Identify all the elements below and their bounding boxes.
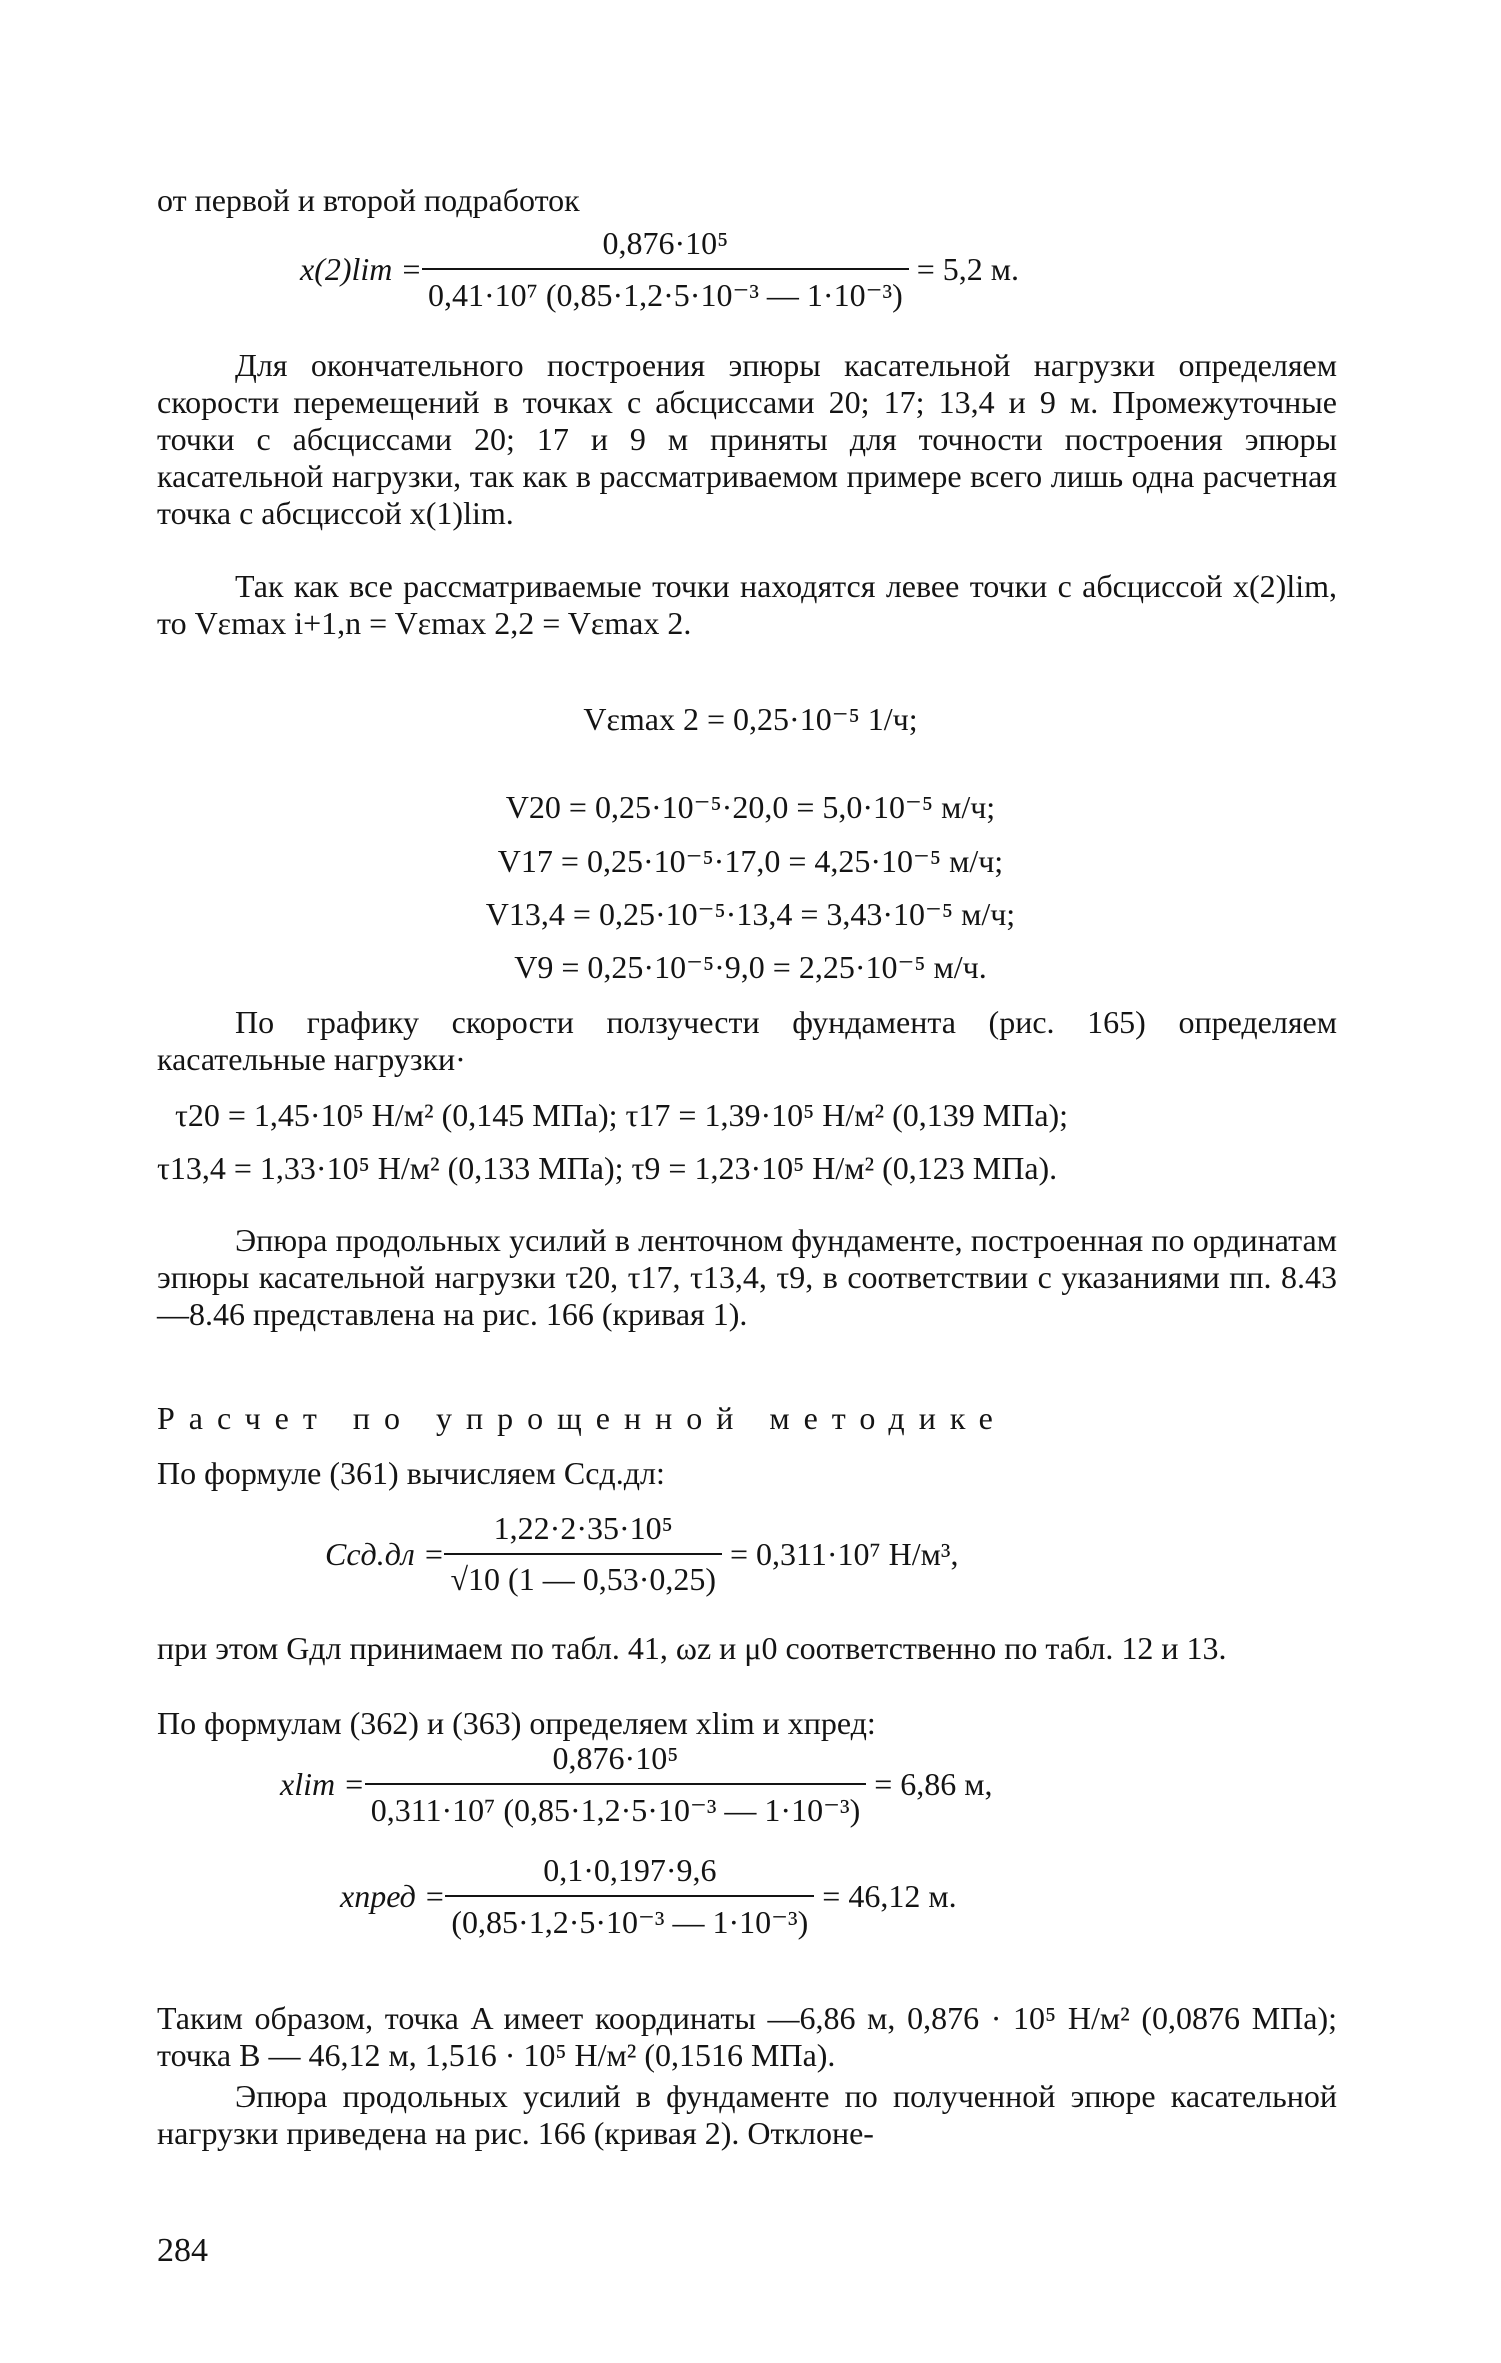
paragraph-text: Таким образом, точка A имеет координаты —6,86 м, 0,876 · 10⁵ Н/м² (0,0876 МПа); точка B — 46,12 м, 1,516 · 10⁵ Н/м² (0,1516 МПа).	[157, 2000, 1337, 2073]
paragraph-text: По графику скорости ползучести фундамента (рис. 165) определяем касательные нагрузки·	[157, 1004, 1337, 1077]
paragraph-text: Эпюра продольных усилий в ленточном фундаменте, построенная по ординатам эпюры касательной нагрузки τ20, τ17, τ13,4, τ9, в соответствии с указаниями пп. 8.43—8.46 представлена на рис. 166 (кривая 1).	[157, 1222, 1337, 1332]
equation-rhs: = 5,2 м.	[916, 251, 1020, 287]
numerator: 0,1·0,197·9,6	[543, 1852, 717, 1888]
paragraph-2	[157, 568, 1337, 642]
paragraph-3	[157, 1004, 1337, 1078]
text-line: от первой и второй подработок	[157, 182, 580, 218]
equation-rhs: = 46,12 м.	[822, 1878, 957, 1914]
equation-lhs: xпред =	[340, 1878, 446, 1914]
equation-lhs: x(2)lim =	[300, 251, 422, 287]
equation-v9: V9 = 0,25·10⁻⁵·9,0 = 2,25·10⁻⁵ м/ч.	[514, 949, 987, 985]
denominator: (0,85·1,2·5·10⁻³ — 1·10⁻³)	[445, 1895, 814, 1941]
page-number: 284	[157, 2232, 208, 2269]
numerator: 0,876·10⁵	[552, 1740, 679, 1776]
equation-xlim	[280, 1740, 993, 1829]
fraction	[365, 1740, 867, 1829]
paragraph-6	[157, 2000, 1337, 2074]
paragraph-7	[157, 2078, 1337, 2152]
equation-v17: V17 = 0,25·10⁻⁵·17,0 = 4,25·10⁻⁵ м/ч;	[497, 843, 1004, 879]
equation-rhs: = 0,311·10⁷ Н/м³,	[730, 1535, 959, 1572]
equation-rhs: = 6,86 м,	[874, 1766, 993, 1802]
equation-xlim2	[300, 225, 1019, 314]
fraction	[444, 1510, 722, 1598]
paragraph-4	[157, 1222, 1337, 1333]
paragraph-text: при этом Gдл принимаем по табл. 41, ωz и μ0 соответственно по табл. 12 и 13.	[157, 1630, 1227, 1666]
tau-values-line-2: τ13,4 = 1,33·10⁵ Н/м² (0,133 МПа); τ9 = 1,23·10⁵ Н/м² (0,123 МПа).	[157, 1150, 1058, 1186]
paragraph-text: Для окончательного построения эпюры касательной нагрузки определяем скорости перемещений в точках с абсциссами 20; 17; 13,4 и 9 м. Промежуточные точки с абсциссами 20; 17 и 9 м приняты для точности построения эпюры касательной нагрузки, так как в рассматриваемом примере всего лишь одна расчетная точка с абсциссой x(1)lim.	[157, 347, 1337, 531]
denominator: 0,311·10⁷ (0,85·1,2·5·10⁻³ — 1·10⁻³)	[365, 1783, 867, 1829]
numerator: 0,876·10⁵	[602, 225, 729, 261]
equation-csd	[325, 1510, 959, 1598]
denominator: √10 (1 — 0,53·0,25)	[444, 1553, 722, 1598]
text-line: По формуле (361) вычисляем Cсд.дл:	[157, 1455, 665, 1491]
equation-lhs: Cсд.дл =	[325, 1535, 445, 1572]
paragraph-5	[157, 1630, 1337, 1667]
equation-xpred	[340, 1852, 957, 1941]
equation-v134: V13,4 = 0,25·10⁻⁵·13,4 = 3,43·10⁻⁵ м/ч;	[485, 896, 1016, 932]
paragraph-text: Эпюра продольных усилий в фундаменте по полученной эпюре касательной нагрузки приведена на рис. 166 (кривая 2). Отклоне-	[157, 2078, 1337, 2151]
equation-lhs: xlim =	[280, 1766, 365, 1802]
tau-values-line-1: τ20 = 1,45·10⁵ Н/м² (0,145 МПа); τ17 = 1,39·10⁵ Н/м² (0,139 МПа);	[175, 1097, 1069, 1133]
paragraph-text: Так как все рассматриваемые точки находятся левее точки с абсциссой x(2)lim, то Vεmax i+1,n = Vεmax 2,2 = Vεmax 2.	[157, 568, 1337, 641]
paragraph-1	[157, 347, 1337, 532]
denominator: 0,41·10⁷ (0,85·1,2·5·10⁻³ — 1·10⁻³)	[422, 268, 909, 314]
section-heading: Расчет по упрощенной методике	[157, 1400, 1007, 1436]
equation-vmax: Vεmax 2 = 0,25·10⁻⁵ 1/ч;	[583, 701, 918, 737]
numerator: 1,22·2·35·10⁵	[493, 1510, 673, 1546]
fraction	[422, 225, 909, 314]
equation-v20: V20 = 0,25·10⁻⁵·20,0 = 5,0·10⁻⁵ м/ч;	[505, 789, 996, 825]
text-line: По формулам (362) и (363) определяем xlim и xпред:	[157, 1705, 876, 1741]
fraction	[445, 1852, 814, 1941]
